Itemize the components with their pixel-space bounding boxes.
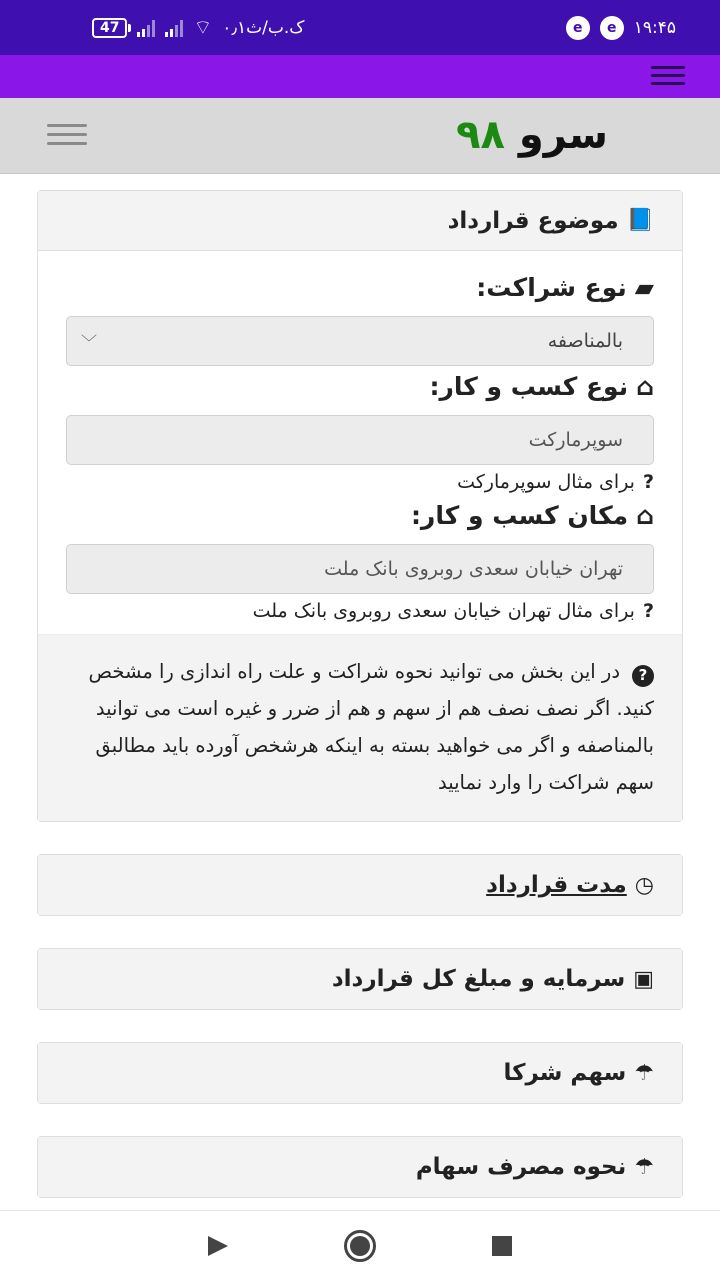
business-type-input[interactable] [66, 415, 654, 465]
contract-subject-header[interactable] [38, 191, 682, 251]
money-icon: ▣ [633, 966, 654, 992]
bookmark-icon: ▰ [634, 273, 654, 302]
signal-icon [137, 19, 155, 37]
share-usage-title: نحوه مصرف سهام [415, 1154, 627, 1180]
brand-number: ۹۸ [456, 112, 505, 158]
menu-icon[interactable] [651, 66, 685, 85]
wifi-icon: ⌔ [193, 15, 213, 39]
home-icon: ⌂ [636, 501, 654, 530]
business-type-hint [66, 471, 654, 493]
contract-duration-header[interactable] [38, 855, 682, 915]
business-type-label-text: نوع کسب و کار: [429, 372, 629, 401]
app-notification-icon-2: e [600, 16, 624, 40]
battery-icon: 47 [92, 18, 127, 38]
hamburger-menu-icon[interactable] [47, 124, 87, 145]
question-circle-icon: ? [632, 665, 654, 687]
contract-duration-title[interactable]: مدت قرارداد [486, 872, 627, 898]
clock-time: ۱۹:۴۵ [633, 17, 676, 38]
business-location-label-text: مکان کسب و کار: [410, 501, 629, 530]
brand-word: سرو [518, 112, 608, 158]
info-text: در این بخش می توانید نحوه شراکت و علت راه اندازی را مشخص کنید. اگر نصف نصف هم از سهم و هم از ضرر و غیره است می توانید بالمناصفه و اگر می خواهید بسته به اینکه هرشخص آورده باید مطالبق سهم شراکت را وارد نمایید [88, 660, 654, 794]
contract-duration-card[interactable] [37, 854, 683, 916]
umbrella-icon: ☂ [634, 1154, 654, 1180]
site-logo[interactable] [456, 112, 608, 158]
recent-apps-icon[interactable] [492, 1236, 512, 1256]
status-bar [0, 0, 720, 55]
contract-subject-title: موضوع قرارداد [447, 207, 619, 234]
home-icon: ⌂ [636, 372, 654, 401]
partnership-type-select[interactable] [66, 316, 654, 366]
business-type-hint-text: برای مثال سوپرمارکت [457, 471, 635, 493]
business-location-hint-text: برای مثال تهران خیابان سعدی روبروی بانک ملت [252, 600, 635, 622]
partnership-type-selected: بالمناصفه [547, 330, 623, 352]
status-bar-right [566, 16, 676, 40]
question-icon: ? [642, 600, 654, 622]
chevron-down-icon: ﹀ [81, 332, 98, 352]
business-location-label [66, 501, 654, 530]
site-header [0, 98, 720, 174]
network-speed: ۰٫۱ک.ب/ث [222, 17, 305, 38]
capital-header[interactable] [38, 949, 682, 1009]
system-navigation-bar [0, 1210, 720, 1280]
question-icon: ? [642, 471, 654, 493]
shares-card[interactable] [37, 1042, 683, 1104]
main-content [37, 190, 683, 1198]
business-location-input[interactable] [66, 544, 654, 594]
info-box [38, 634, 682, 821]
business-location-hint [66, 600, 654, 622]
shares-header[interactable] [38, 1043, 682, 1103]
business-type-value: سوپرمارکت [528, 429, 623, 451]
signal-icon-2 [165, 19, 183, 37]
status-bar-left [92, 15, 304, 40]
app-bar [0, 55, 720, 98]
share-usage-card[interactable] [37, 1136, 683, 1198]
business-location-value: تهران خیابان سعدی روبروی بانک ملت [324, 558, 623, 580]
contract-subject-body [38, 251, 682, 634]
clock-icon: ◷ [634, 872, 654, 898]
partnership-type-label-text: نوع شراکت: [476, 273, 627, 302]
home-button-icon[interactable] [344, 1230, 376, 1262]
app-notification-icon: e [566, 16, 590, 40]
capital-card[interactable] [37, 948, 683, 1010]
contract-subject-card [37, 190, 683, 822]
partnership-type-label [66, 273, 654, 302]
capital-title: سرمایه و مبلغ کل قرارداد [331, 966, 626, 992]
umbrella-icon: ☂ [634, 1060, 654, 1086]
back-icon[interactable] [208, 1236, 228, 1256]
business-type-label [66, 372, 654, 401]
shares-title: سهم شرکا [503, 1060, 627, 1086]
share-usage-header[interactable] [38, 1137, 682, 1197]
book-icon: 📘 [626, 208, 654, 233]
